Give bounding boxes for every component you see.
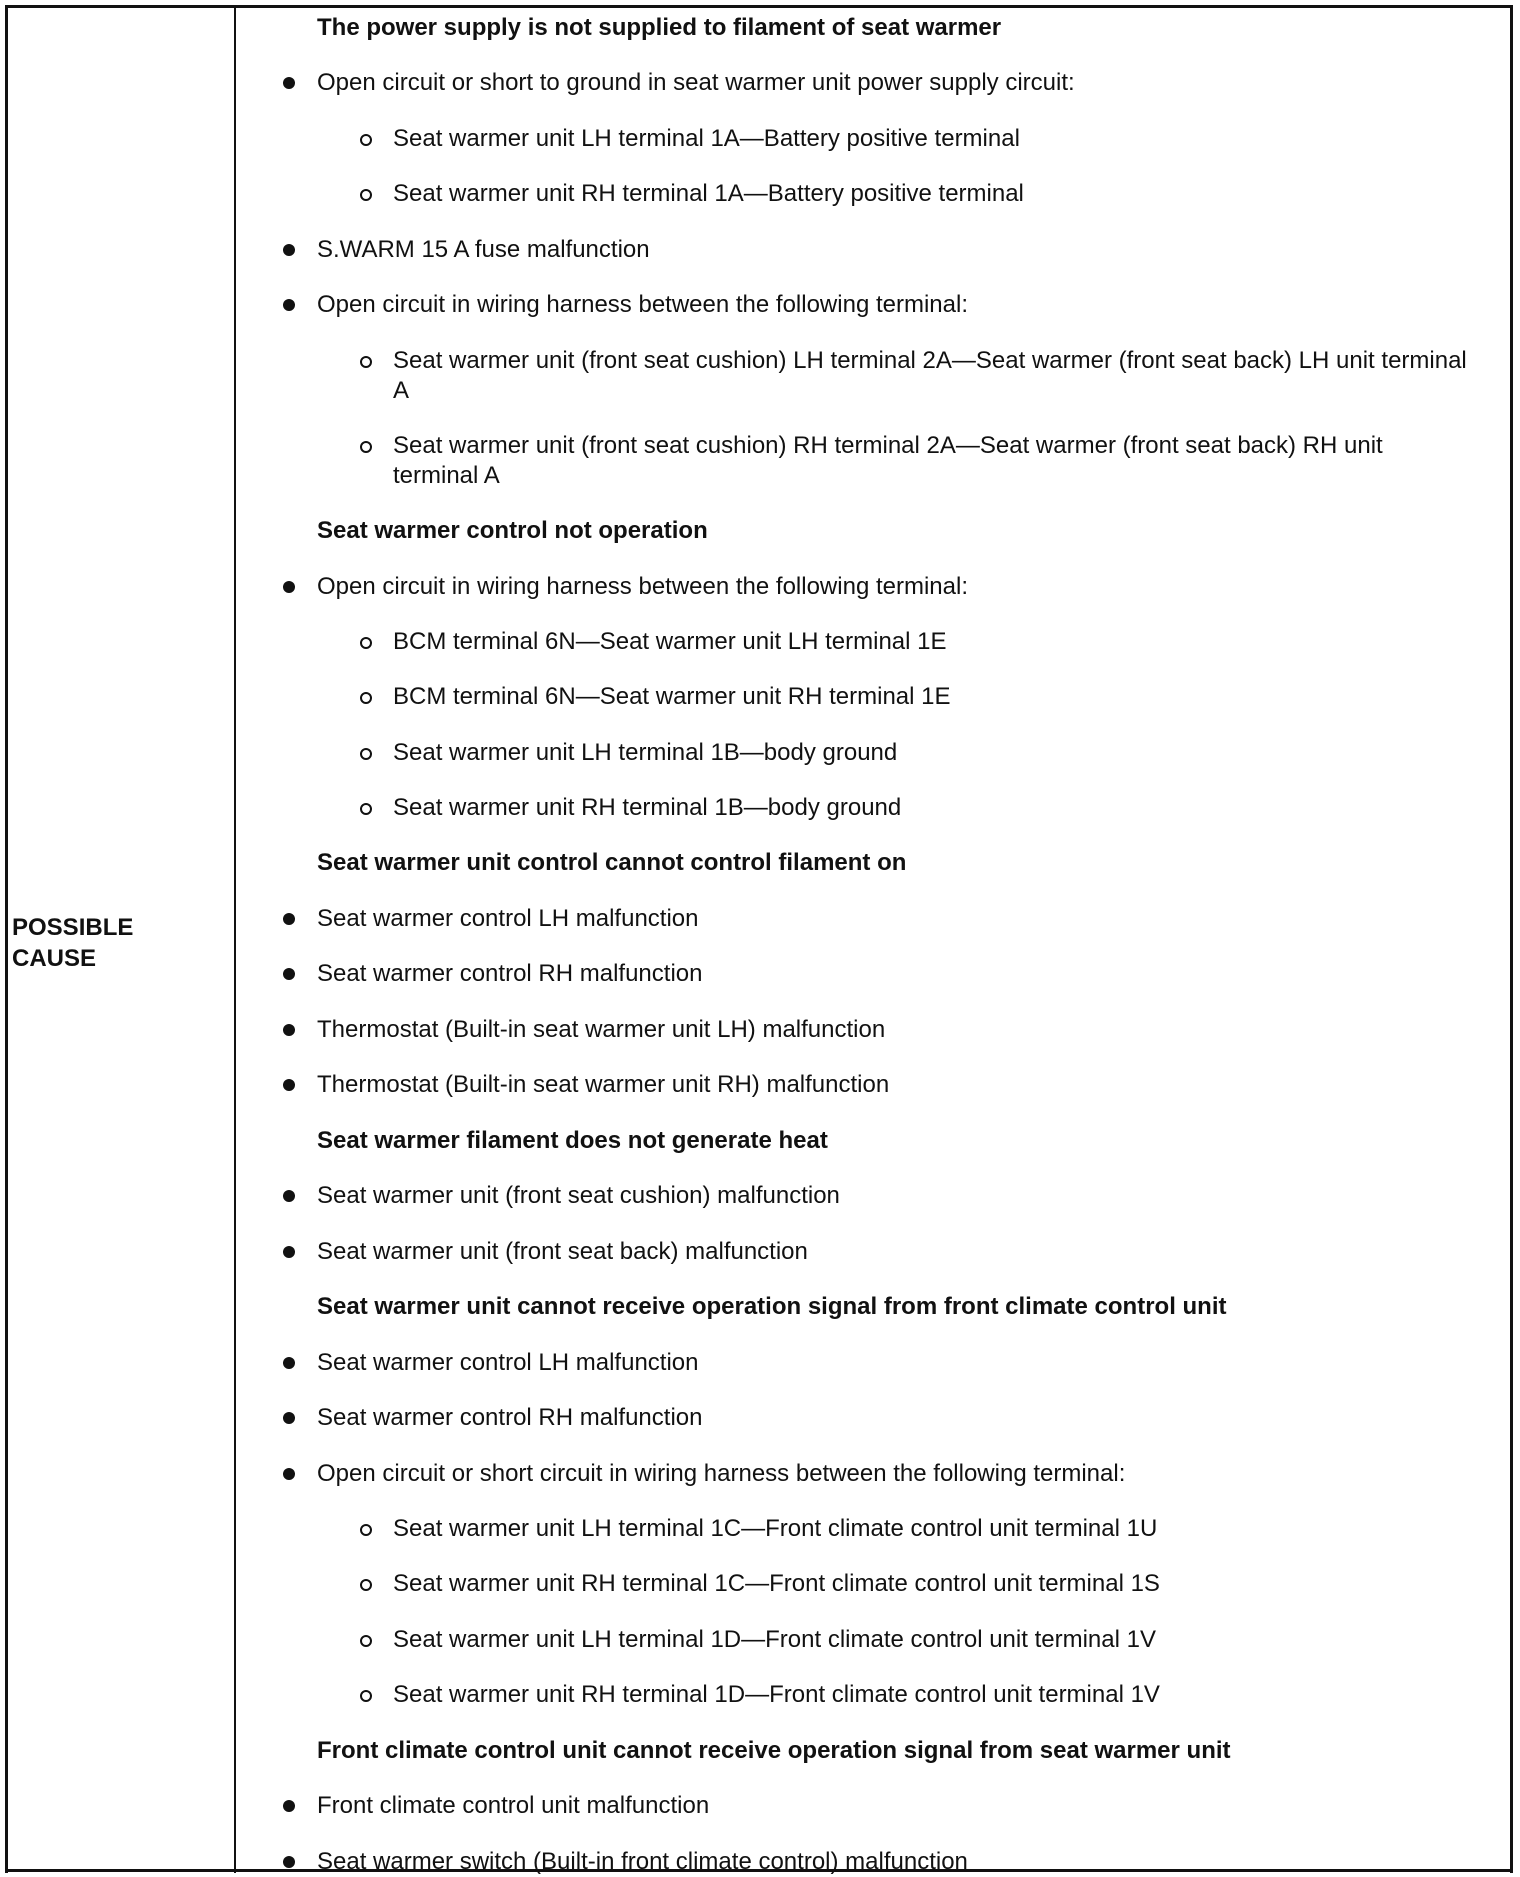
sub-list-item-text: Seat warmer unit RH terminal 1A—Battery positive terminal: [393, 180, 1024, 207]
circle-bullet-icon: [360, 748, 372, 760]
list-item-text: Seat warmer control LH malfunction: [317, 905, 699, 932]
list-item-text: Seat warmer switch (Built-in front climate control) malfunction: [317, 1848, 968, 1875]
column-divider: [234, 5, 236, 1873]
bullet-icon: [283, 1856, 295, 1868]
circle-bullet-icon: [360, 692, 372, 704]
sub-list-item-text: Seat warmer unit (front seat cushion) RH terminal 2A—Seat warmer (front seat back) RH unit terminal A: [393, 432, 1383, 489]
sub-list-item-text: Seat warmer unit RH terminal 1B—body ground: [393, 794, 902, 821]
bullet-icon: [283, 1246, 295, 1258]
list-item-text: Thermostat (Built-in seat warmer unit RH) malfunction: [317, 1071, 890, 1098]
list-item-text: Open circuit or short circuit in wiring harness between the following terminal:: [317, 1460, 1126, 1487]
sub-list-item-text: BCM terminal 6N—Seat warmer unit LH terminal 1E: [393, 628, 947, 655]
sub-list-item-text: Seat warmer unit LH terminal 1B—body ground: [393, 739, 898, 766]
list-item-text: Open circuit in wiring harness between the following terminal:: [317, 291, 968, 318]
bullet-icon: [283, 1190, 295, 1202]
circle-bullet-icon: [360, 356, 372, 368]
sub-list-item-text: Seat warmer unit (front seat cushion) LH terminal 2A—Seat warmer (front seat back) LH unit terminal A: [393, 347, 1467, 404]
row-label-cell: [12, 912, 133, 974]
sub-list-item-text: Seat warmer unit LH terminal 1A—Battery positive terminal: [393, 125, 1020, 152]
circle-bullet-icon: [360, 1524, 372, 1536]
circle-bullet-icon: [360, 134, 372, 146]
circle-bullet-icon: [360, 1690, 372, 1702]
list-item-text: Seat warmer control RH malfunction: [317, 960, 703, 987]
list-item-text: Front climate control unit malfunction: [317, 1792, 710, 1819]
list-item-text: Seat warmer control LH malfunction: [317, 1349, 699, 1376]
bullet-icon: [283, 1357, 295, 1369]
bullet-icon: [283, 1468, 295, 1480]
bullet-icon: [283, 581, 295, 593]
row-label-line-1: POSSIBLE: [12, 914, 134, 941]
list-item-text: Seat warmer unit (front seat back) malfunction: [317, 1238, 808, 1265]
circle-bullet-icon: [360, 803, 372, 815]
section-heading: Seat warmer unit control cannot control filament on: [317, 849, 907, 876]
bullet-icon: [283, 913, 295, 925]
list-item-text: Seat warmer control RH malfunction: [317, 1404, 703, 1431]
section-heading: Seat warmer unit cannot receive operation signal from front climate control unit: [317, 1293, 1227, 1320]
bullet-icon: [283, 244, 295, 256]
bullet-icon: [283, 1412, 295, 1424]
section-heading: Seat warmer filament does not generate heat: [317, 1127, 828, 1154]
sub-list-item-text: Seat warmer unit LH terminal 1D—Front climate control unit terminal 1V: [393, 1626, 1156, 1653]
bullet-icon: [283, 77, 295, 89]
list-item-text: Open circuit or short to ground in seat warmer unit power supply circuit:: [317, 69, 1075, 96]
circle-bullet-icon: [360, 189, 372, 201]
list-item-text: Seat warmer unit (front seat cushion) malfunction: [317, 1182, 840, 1209]
list-item-text: S.WARM 15 A fuse malfunction: [317, 236, 650, 263]
list-item-text: Open circuit in wiring harness between the following terminal:: [317, 573, 968, 600]
section-heading: Seat warmer control not operation: [317, 517, 708, 544]
bullet-icon: [283, 1800, 295, 1812]
bullet-icon: [283, 1079, 295, 1091]
sub-list-item-text: BCM terminal 6N—Seat warmer unit RH terminal 1E: [393, 683, 951, 710]
row-label-line-2: CAUSE: [12, 945, 97, 972]
circle-bullet-icon: [360, 1635, 372, 1647]
circle-bullet-icon: [360, 1579, 372, 1591]
sub-list-item-text: Seat warmer unit RH terminal 1D—Front climate control unit terminal 1V: [393, 1681, 1160, 1708]
list-item-text: Thermostat (Built-in seat warmer unit LH) malfunction: [317, 1016, 886, 1043]
bullet-icon: [283, 299, 295, 311]
sub-list-item-text: Seat warmer unit RH terminal 1C—Front climate control unit terminal 1S: [393, 1570, 1160, 1597]
bullet-icon: [283, 1024, 295, 1036]
bullet-icon: [283, 968, 295, 980]
circle-bullet-icon: [360, 637, 372, 649]
sub-list-item-text: Seat warmer unit LH terminal 1C—Front climate control unit terminal 1U: [393, 1515, 1158, 1542]
section-heading: Front climate control unit cannot receive operation signal from seat warmer unit: [317, 1737, 1231, 1764]
circle-bullet-icon: [360, 441, 372, 453]
section-heading: The power supply is not supplied to filament of seat warmer: [317, 14, 1002, 41]
